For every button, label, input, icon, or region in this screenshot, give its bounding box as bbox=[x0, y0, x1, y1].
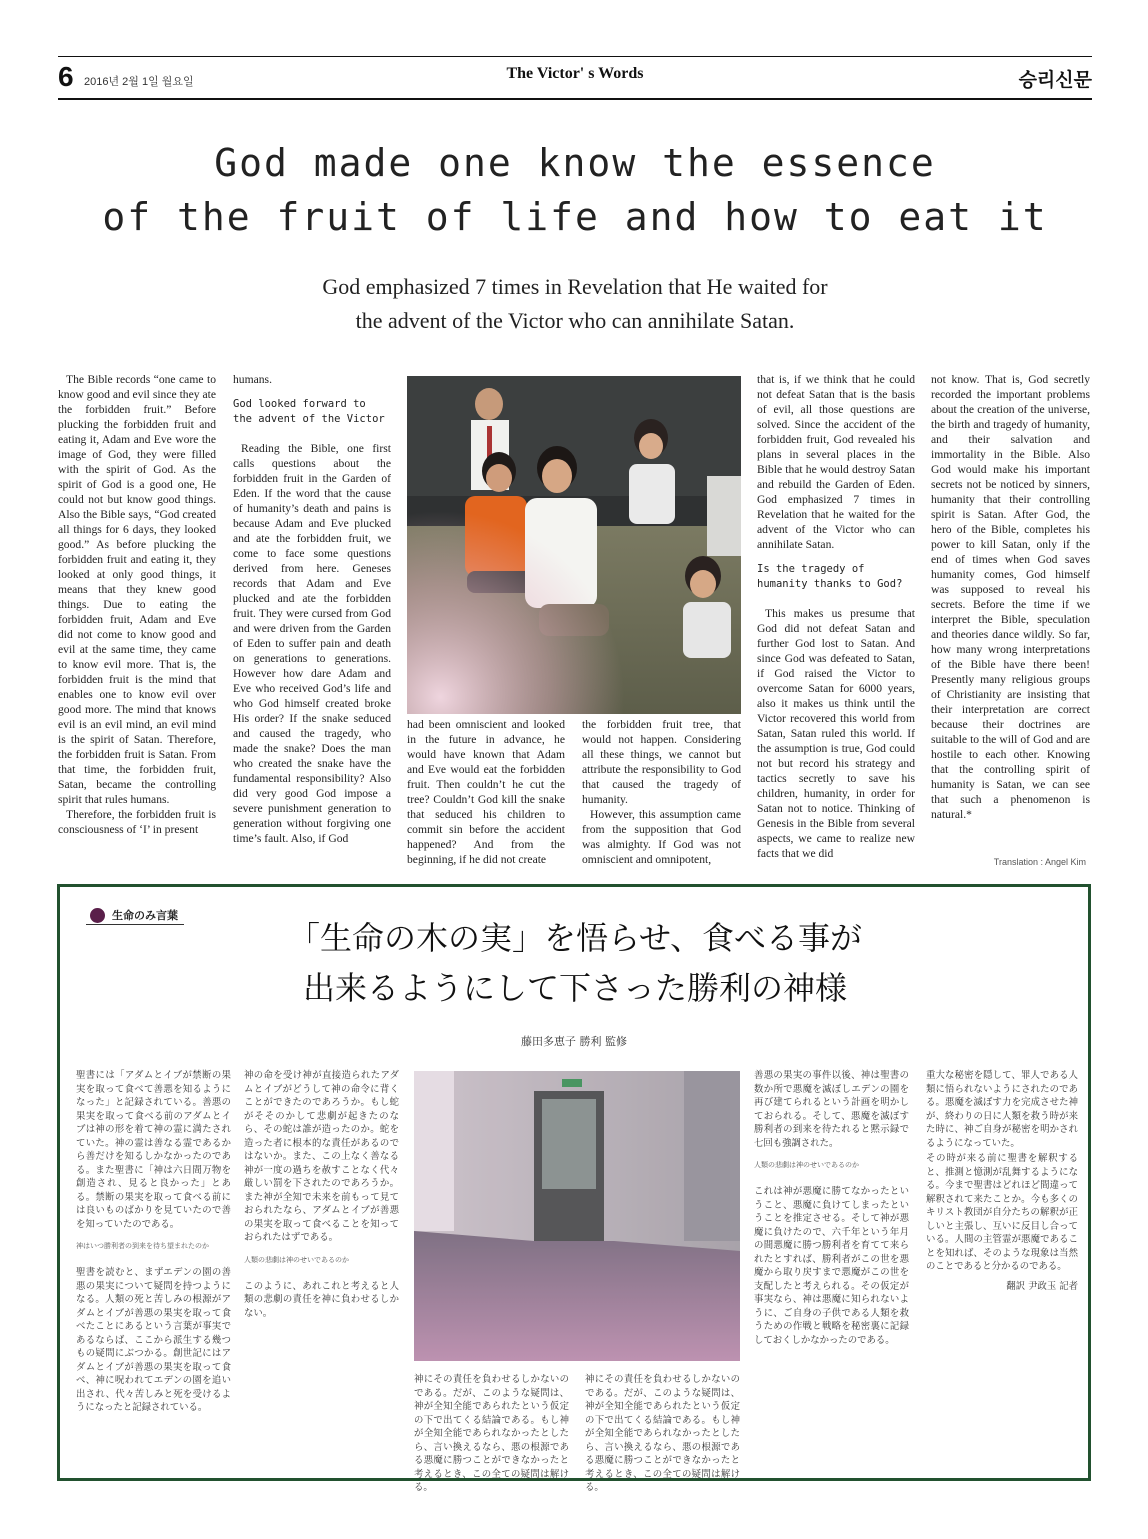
article-column-4 bbox=[582, 717, 741, 869]
headline-line: God made one know the essence bbox=[214, 141, 936, 185]
column-subtitle: 人類の悲劇は神のせいであるのか bbox=[754, 1161, 859, 1169]
corridor-photo bbox=[414, 1071, 740, 1361]
paragraph: had been omniscient and looked in the future in advance, he would have known that Adam and Eve would eat the forbidden fruit. Then couldn’t he cut the tree? Couldn’t God kill the snake that seduced his children to commit sin before the accident happened? And from the beginning, if he did not create bbox=[407, 718, 565, 866]
paragraph: the forbidden fruit tree, that would not happen. Considering all these things, we cannot but attribute the responsibility to God that caused the tragedy of humanity. bbox=[582, 718, 741, 806]
subhead-line: the advent of the Victor who can annihilate Satan. bbox=[355, 308, 795, 333]
japanese-headline bbox=[160, 913, 990, 1013]
corridor-photo-illustration bbox=[414, 1071, 740, 1361]
paragraph: that is, if we think that he could not defeat Satan that is the basis of evil, all those questions are solved. Since the accident of the forbidden fruit, God revealed his plans in several places in the Bible that he would destroy Satan and rebuild the Garden of Eden. God emphasized 7 times in Revelation that he waited for the advent of the Victor who can annihilate Satan. bbox=[757, 373, 915, 551]
page-number: 6 bbox=[58, 61, 74, 92]
japanese-column-3 bbox=[414, 1373, 569, 1493]
headline-line: 出来るようにして下さった勝利の神様 bbox=[302, 969, 847, 1007]
children-photo bbox=[407, 376, 741, 714]
japanese-column-3b bbox=[585, 1373, 740, 1493]
paragraph: Reading the Bible, one first calls questions about the forbidden fruit in the Garden of Eden. If the word that the cause of humanity’s death and pains is because Adam and Eve plucked and ate the forbidden fruit, we come to face some questions derived from here. Geneses records that Adam and Eve plucked and ate the forbidden fruit. They were cursed from God and were driven from the Garden of Eden to suffer pain and death on generations to generations. However how dare Adam and Eve who received God’s life and who God himself created broke His order? If the snake seduced and caused the tragedy, who made the snake? Does the man who created the snake have the fundamental responsibility? Also did very good God impose a severe punishment generation to generation without forgiving one time’s fault. Also, if God bbox=[233, 442, 391, 845]
supervisor-credit: 藤田多恵子 勝利 監修 bbox=[521, 1035, 627, 1048]
newspaper-name: 승리신문 bbox=[1018, 69, 1092, 91]
column-subtitle: Is the tragedy of humanity thanks to God? bbox=[757, 563, 903, 590]
subhead-line: God emphasized 7 times in Revelation that He waited for bbox=[322, 274, 828, 299]
headline-line: 「生命の木の実」を悟らせ、食べる事が bbox=[287, 919, 863, 957]
bullet-icon bbox=[90, 908, 105, 923]
children-photo-illustration bbox=[407, 376, 741, 714]
column-subtitle: God looked forward to the advent of the Victor bbox=[233, 398, 385, 425]
section-title: The Victor' s Words bbox=[506, 65, 644, 82]
article-column-1 bbox=[58, 372, 216, 868]
headline-line: of the fruit of life and how to eat it bbox=[102, 195, 1048, 239]
translation-credit: Translation : Angel Kim bbox=[993, 857, 1086, 867]
paragraph: 聖書を読むと、まずエデンの園の善悪の果実について疑問を持つようになる。人類の死と苦しみの根源がアダムとイブが善悪の果実を取って食べたことにあるという言葉が事実であるならば、ここから派生する幾つもの疑問にぶつかる。創世記にはアダムとイブが善悪の果実を取って食べ、神に呪われてエデンの園を追い出され、代々苦しみと死を受けるようになったと記録されている。 bbox=[76, 1267, 231, 1413]
paragraph: not know. That is, God secretly recorded the important problems about the creation of the universe, the birth and tragedy of humanity, and their salvation and immortality in the Bible. Also God would make his important secrets not be noticed by sinners, humanity that their controlling spirit is Satan. After God, the hero of the Bible, completes his power to kill Satan, only if the end of times when God saves humanity comes, God himself was supposed to reveal his secrets. Before the time if we interpret the Bible, speculation and theories dance wildly. So far, how many wrong interpretations of the Bible have there been! Presently many religious groups of Christianity are insisting that their interpretation are correct because their doctrines are suitable to the will of God and are hostile to each other. Knowing that the controlling spirit of humanity is Satan, we can see that such a phenomenon is natural.* bbox=[931, 373, 1090, 821]
paragraph: Therefore, the forbidden fruit is consciousness of ‘I’ in present bbox=[58, 808, 216, 836]
article-subheadline bbox=[160, 270, 990, 338]
translator-signature: 翻訳 尹政玉 記者 bbox=[1006, 1280, 1078, 1292]
section-label-text: 生命のみ言葉 bbox=[112, 909, 178, 922]
article-headline bbox=[58, 136, 1092, 244]
paragraph: 重大な秘密を隠して、罪人である人類に悟られないようにされたのである。悪魔を滅ぼす力を完成させた神が、終わりの日に人類を救う時が来た時に、神ご自身が秘密を明かされるようになっていた。 bbox=[926, 1070, 1078, 1149]
paragraph: 聖書には「アダムとイブが禁断の果実を取って食べて善悪を知るようになった」と記録されている。善悪の果実を取って食べる前のアダムとイブは神の形を着て神の霊に満たされていた。神の霊は善なる霊であるから善だけを知るしかなかったのである。また聖書に「神は六日間万物を創造され、見ると良かった」とある。禁断の果実を取って食べる前には良いものばかりを見ていたので善を知っていたのである。 bbox=[76, 1070, 231, 1230]
article-column-5 bbox=[757, 372, 915, 868]
paragraph: その時が来る前に聖書を解釈すると、推測と憶測が乱舞するようになる。今まで聖書はどれほど間違って解釈されて来たことか。今も多くのキリスト教団が自分たちの解釈が正しいと主張し、互いに反目し合っている。人間の主管霊が悪魔であることを知れば、そのような現象は当然のことであると分かるのである。 bbox=[926, 1153, 1078, 1272]
paragraph: The Bible records “one came to know good and evil since they ate the forbidden fruit.” Before plucking the forbidden fruit and eating it, Adam and Eve wore the image of God, they were filled with the spirit of God. As the spirit of God is a good one, He could not but know good things. Also the Bible says, “God created all things for 6 days, they looked good.” As before plucking the forbidden fruit and eating it, they looked at only good things, it means that they knew good things. Due to eating the forbidden fruit, Adam and Eve did not come to know good and evil at the same time, they came to know evil more. That is, the forbidden fruit is the mind that enables one to know evil over good more. The mind that knows evil is an evil mind, an evil mind is the spirit of Satan. Therefore, the forbidden fruit is Satan. From that time, the forbidden fruit, Satan, became the controlling spirit that rules humans. bbox=[58, 373, 216, 806]
paragraph: これは神が悪魔に勝てなかったということ、悪魔に負けてしまったということを推定させる。そして神が悪魔に負けたので、六千年という年月の間悪魔に勝つ勝利者を育てて来られたとすれば、勝利者がこの世を悪魔から取り戻すまで悪魔がこの世を支配したと考えられる。その仮定が事実なら、神は悪魔に知られないように、ご自身の子供である人類を救うための作戦と戦略を秘密裏に記録しておくしかなかったのである。 bbox=[754, 1186, 909, 1346]
article-column-2 bbox=[233, 372, 391, 868]
article-column-6 bbox=[931, 372, 1090, 842]
column-subtitle: 神はいつ勝利者の到来を待ち望まれたのか bbox=[76, 1242, 209, 1250]
japanese-article-box bbox=[57, 884, 1091, 1493]
japanese-column-2 bbox=[244, 1069, 399, 1473]
column-subtitle: 人類の悲劇は神のせいであるのか bbox=[244, 1255, 349, 1264]
paragraph: This makes us presume that God did not defeat Satan and further God lost to Satan. And since God was defeated to Satan, if God raised the Victor to overcome Satan for 6000 years, also it makes us think until the Victor recovered this world from Satan, Satan ruled this world. If the assumption is true, God could not but record his strategy and tactics secretly to save his children, humanity, in order for Satan not to notice. Thinking of Genesis in the Bible from several aspects, we came to realize new facts that we did bbox=[757, 607, 915, 860]
paragraph: 善悪の果実の事件以後、神は聖書の数か所で悪魔を滅ぼしエデンの園を再び建てられるという計画を明かしておられる。そして、悪魔を滅ぼす勝利者の到来を待たれると黙示録で七回も強調された。 bbox=[754, 1070, 909, 1149]
paragraph: このように、あれこれと考えると人類の悲劇の責任を神に負わせるしかない。 bbox=[244, 1280, 399, 1319]
masthead bbox=[58, 56, 1092, 100]
japanese-column-1 bbox=[76, 1069, 231, 1473]
paragraph: 神にその責任を負わせるしかないのである。だが、このような疑問は、神が全知全能であられたという仮定の下で出てくる結論である。もし神が全知全能であられなかったとしたら、言い換えるなら、悪の根源である悪魔に勝つことができなかったと考えるとき、この全ての疑問は解ける。 bbox=[585, 1374, 740, 1493]
publication-date: 2016년 2월 1일 월요일 bbox=[84, 76, 194, 88]
paragraph: 神にその責任を負わせるしかないのである。だが、このような疑問は、神が全知全能であられたという仮定の下で出てくる結論である。もし神が全知全能であられなかったとしたら、言い換えるなら、悪の根源である悪魔に勝つことができなかったと考えるとき、この全ての疑問は解ける。 bbox=[414, 1374, 569, 1493]
paragraph: humans. bbox=[233, 373, 272, 386]
paragraph: 神の命を受け神が直接造られたアダムとイブがどうして神の命令に背くことができたのであろうか。もし蛇がそそのかして悲劇が起きたのなら、その蛇は誰が造ったのか。蛇を造った者に根本的な責任があるのではないか。また、この上なく善なる神が一度の過ちを赦すことなく代々厳しい罰を下されたのであろうか。また神が全知で未来を前もって見ておられたなら、アダムとイブが善悪の果実を取って食べることを知っておられたはずである。 bbox=[244, 1070, 399, 1243]
japanese-column-5 bbox=[926, 1069, 1078, 1473]
article-column-3 bbox=[407, 717, 565, 869]
japanese-column-4 bbox=[754, 1069, 909, 1473]
paragraph: However, this assumption came from the supposition that God was almighty. If God was not omniscient and omnipotent, bbox=[582, 808, 741, 866]
